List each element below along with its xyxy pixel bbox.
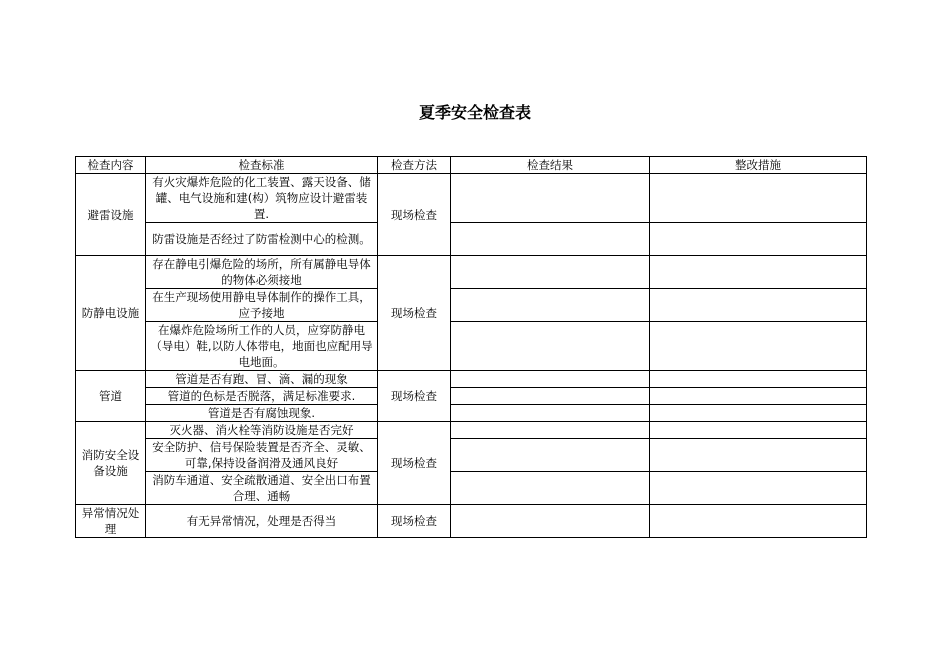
check-standard-cell: 存在静电引爆危险的场所，所有属静电导体的物体必须接地 [146,256,378,289]
check-standard-cell: 有火灾爆炸危险的化工装置、露天设备、储罐、电气设施和建(构）筑物应设计避雷装置. [146,174,378,223]
check-method-cell: 现场检查 [378,505,451,538]
check-method-cell: 现场检查 [378,371,451,422]
check-result-cell[interactable] [451,388,650,405]
check-standard-cell: 在爆炸危险场所工作的人员，应穿防静电（导电）鞋,以防人体带电，地面也应配用导电地面。 [146,322,378,371]
table-row [76,256,867,289]
table-body [76,174,867,538]
check-result-cell[interactable] [451,289,650,322]
check-standard-cell: 管道是否有腐蚀现象. [146,405,378,422]
corrective-measure-cell[interactable] [650,174,867,223]
check-content-cell: 防静电设施 [76,256,146,371]
corrective-measure-cell[interactable] [650,439,867,472]
check-standard-cell: 消防车通道、安全疏散通道、安全出口布置合理、通畅 [146,472,378,505]
check-content-cell: 异常情况处理 [76,505,146,538]
corrective-measure-cell[interactable] [650,422,867,439]
check-standard-cell: 管道的色标是否脱落，满足标准要求. [146,388,378,405]
check-result-cell[interactable] [451,174,650,223]
table-row [76,388,867,405]
corrective-measure-cell[interactable] [650,289,867,322]
safety-inspection-table [75,156,867,538]
table-row [76,223,867,256]
check-result-cell[interactable] [451,472,650,505]
check-result-cell[interactable] [451,505,650,538]
table-row [76,322,867,371]
corrective-measure-cell[interactable] [650,405,867,422]
check-content-cell: 避雷设施 [76,174,146,256]
header-measure: 整改措施 [650,157,867,174]
check-content-cell: 消防安全设备设施 [76,422,146,505]
header-row [76,157,867,174]
corrective-measure-cell[interactable] [650,371,867,388]
check-content-cell: 管道 [76,371,146,422]
header-result: 检查结果 [451,157,650,174]
check-standard-cell: 灭火器、消火栓等消防设施是否完好 [146,422,378,439]
table-row [76,405,867,422]
table-row [76,174,867,223]
corrective-measure-cell[interactable] [650,505,867,538]
check-standard-cell: 安全防护、信号保险装置是否齐全、灵敏、可靠,保持设备润滑及通风良好 [146,439,378,472]
corrective-measure-cell[interactable] [650,256,867,289]
check-standard-cell: 有无异常情况，处理是否得当 [146,505,378,538]
table-row [76,472,867,505]
corrective-measure-cell[interactable] [650,322,867,371]
check-method-cell: 现场检查 [378,256,451,371]
check-result-cell[interactable] [451,256,650,289]
corrective-measure-cell[interactable] [650,472,867,505]
check-standard-cell: 防雷设施是否经过了防雷检测中心的检测。 [146,223,378,256]
check-method-cell: 现场检查 [378,422,451,505]
table-row [76,505,867,538]
check-result-cell[interactable] [451,405,650,422]
header-method: 检查方法 [378,157,451,174]
check-standard-cell: 在生产现场使用静电导体制作的操作工具，应予接地 [146,289,378,322]
table-row [76,371,867,388]
table-row [76,439,867,472]
check-standard-cell: 管道是否有跑、冒、滴、漏的现象 [146,371,378,388]
header-standard: 检查标准 [146,157,378,174]
table-row [76,422,867,439]
check-method-cell: 现场检查 [378,174,451,256]
check-result-cell[interactable] [451,223,650,256]
corrective-measure-cell[interactable] [650,223,867,256]
document-title: 夏季安全检查表 [418,103,531,122]
table-row [76,289,867,322]
header-content: 检查内容 [76,157,146,174]
check-result-cell[interactable] [451,371,650,388]
check-result-cell[interactable] [451,439,650,472]
check-result-cell[interactable] [451,422,650,439]
corrective-measure-cell[interactable] [650,388,867,405]
check-result-cell[interactable] [451,322,650,371]
